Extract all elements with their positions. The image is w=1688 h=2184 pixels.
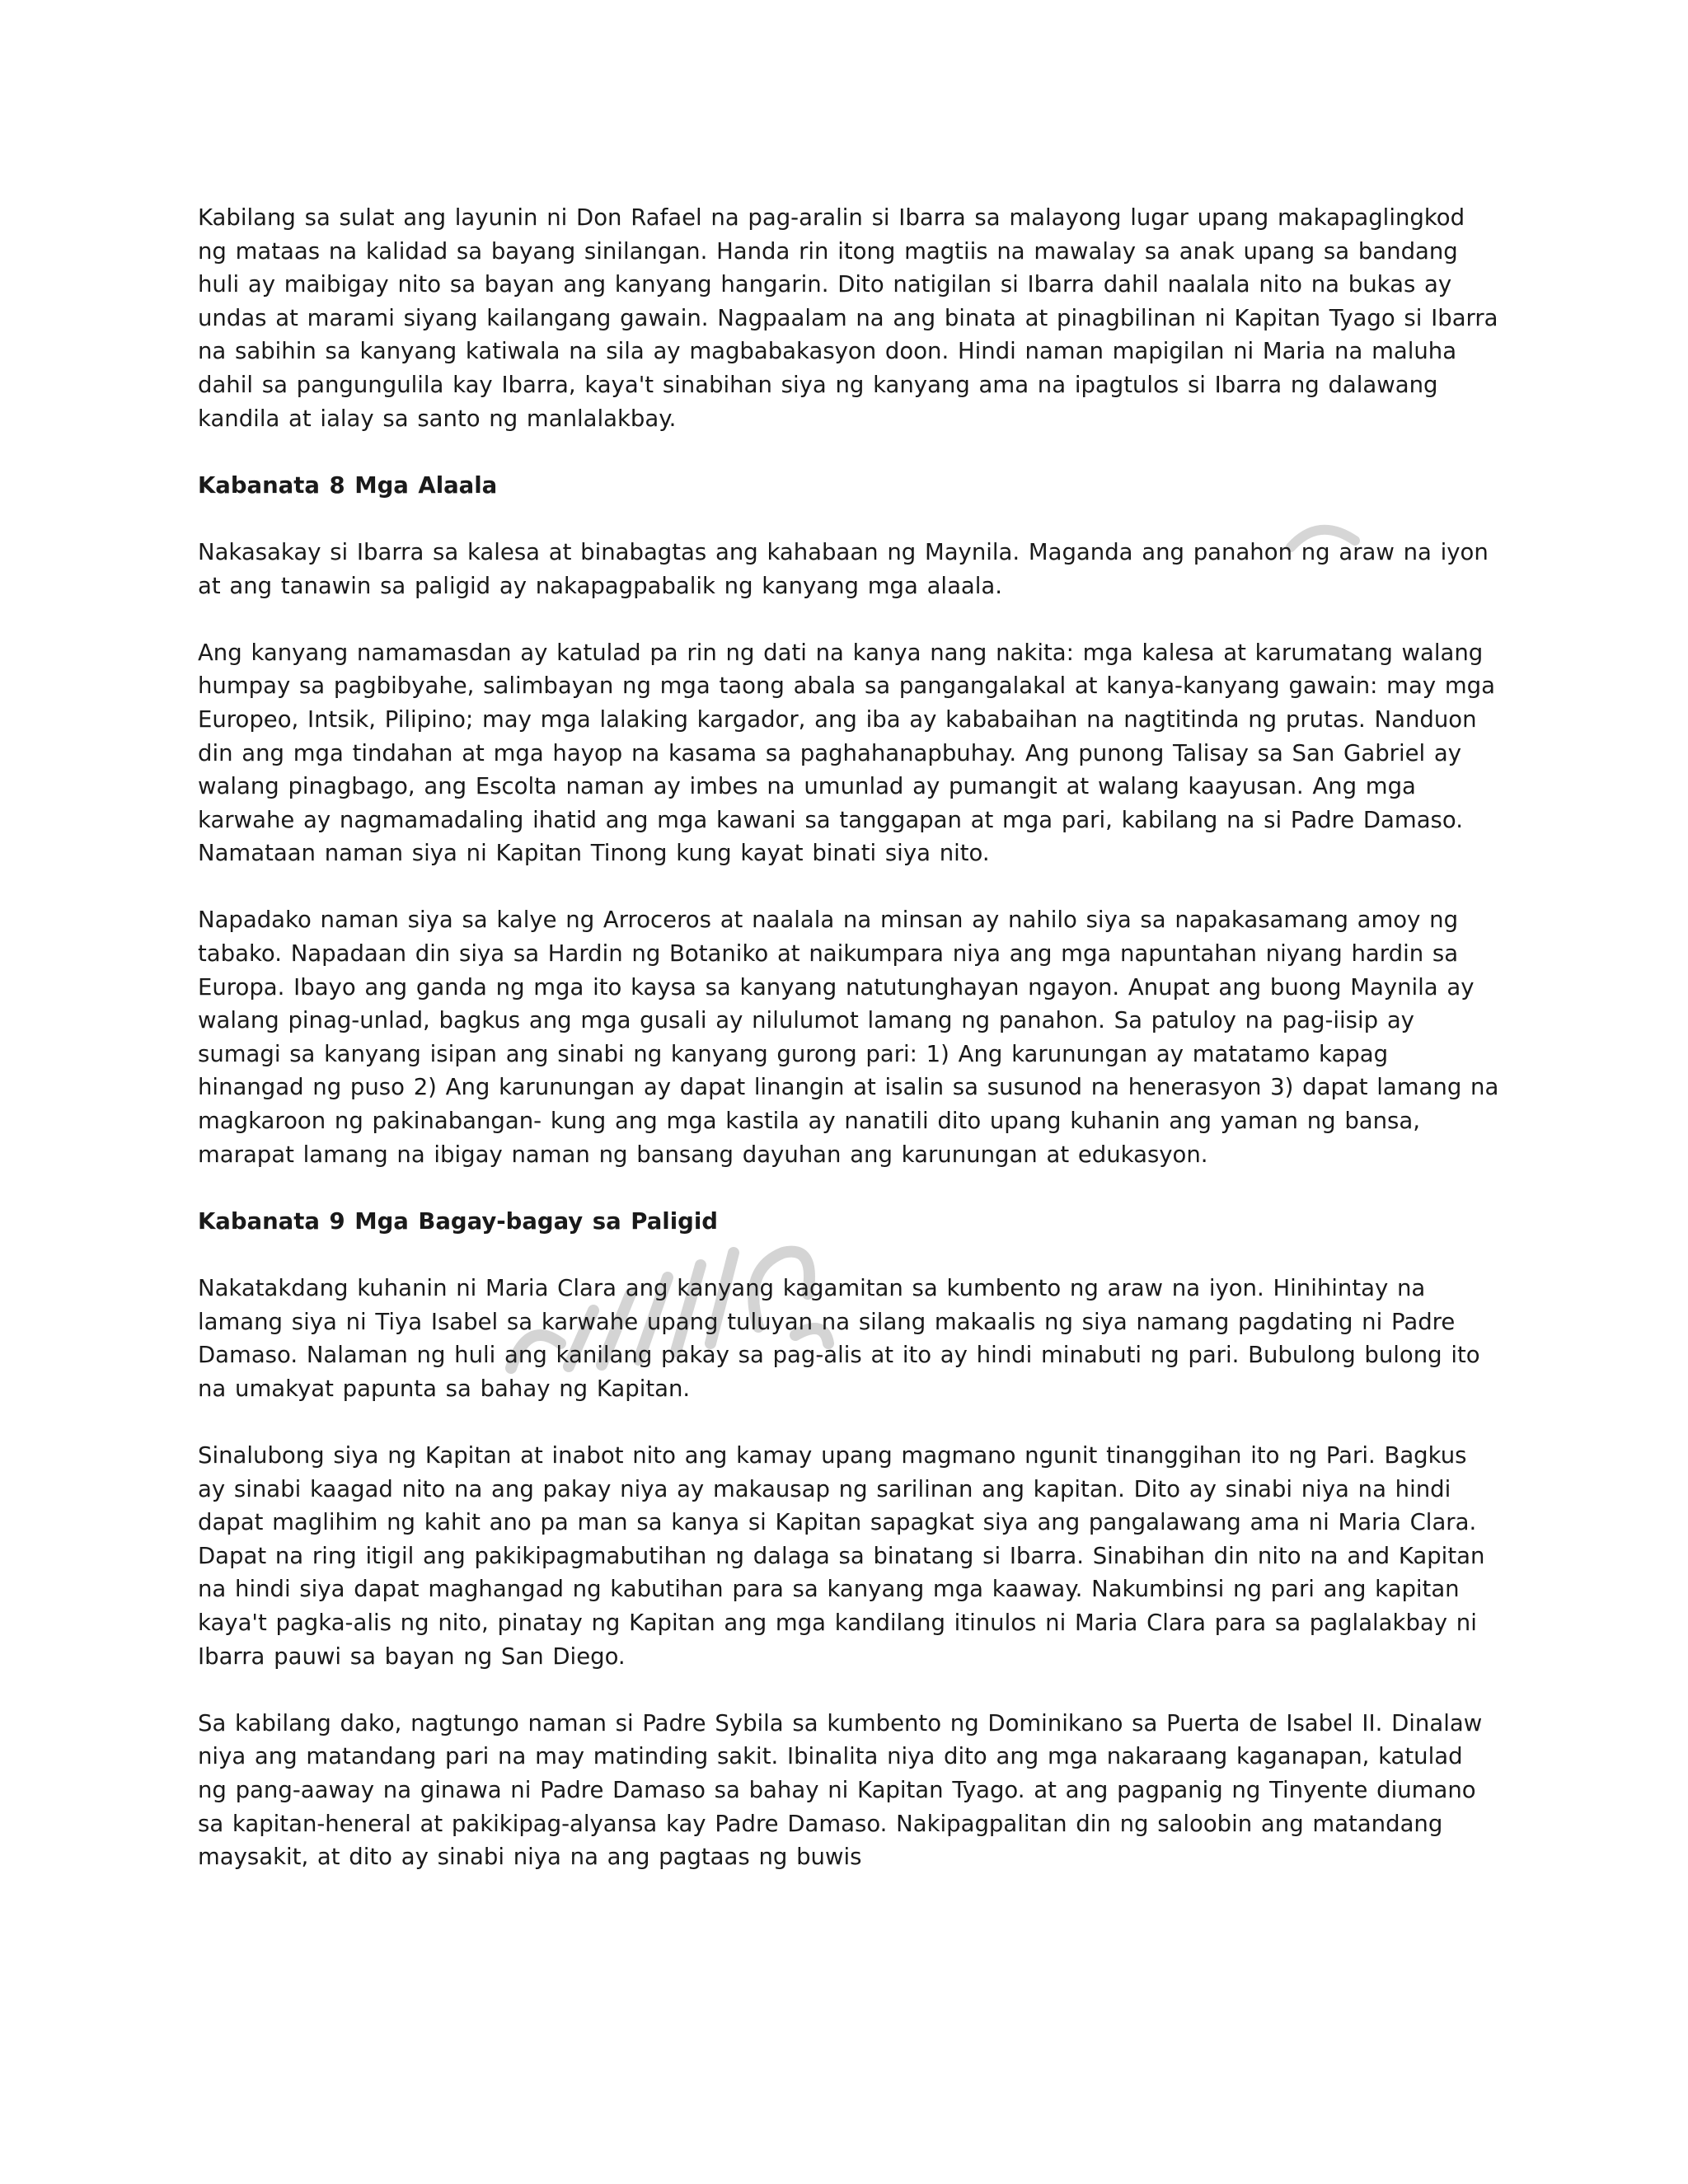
- paragraph-ch9-2: Sinalubong siya ng Kapitan at inabot nito ang kamay upang magmano ngunit tinanggihan ito ng Pari. Bagkus ay sinabi kaagad nito na ang pakay niya ay makausap ng sarilinan ang kapitan. Dito ay sinabi niya na hindi dapat maglihim ng kahit ano pa man sa kanya si Kapitan sapagkat siya ang pangalawang ama ni Maria Clara. Dapat na ring itigil ang pakikipagmabutihan ng dalaga sa binatang si Ibarra. Sinabihan din nito na and Kapitan na hindi siya dapat maghangad ng kabutihan para sa kanyang mga kaaway. Nakumbinsi ng pari ang kapitan kaya't pagka-alis ng nito, pinatay ng Kapitan ang mga kandilang itinulos ni Maria Clara para sa paglalakbay ni Ibarra pauwi sa bayan ng San Diego.: [198, 1441, 1485, 1670]
- paragraph-ch8-2: Ang kanyang namamasdan ay katulad pa rin ng dati na kanya nang nakita: mga kalesa at karumatang walang humpay sa pagbibyahe, salimbayan ng mga taong abala sa pangangalakal at kanya-kanyang gawain: may mga Europeo, Intsik, Pilipino; may mga lalaking kargador, ang iba ay kababaihan na nagtitinda ng prutas. Nanduon din ang mga tindahan at mga hayop na kasama sa paghahanapbuhay. Ang punong Talisay sa San Gabriel ay walang pinagbago, ang Escolta naman ay imbes na umunlad ay pumangit at walang kaayusan. Ang mga karwahe ay nagmamadaling ihatid ang mga kawani sa tanggapan at mga pari, kabilang na si Padre Damaso. Namataan naman siya ni Kapitan Tinong kung kayat binati siya nito.: [198, 639, 1495, 867]
- paragraph-ch9-1: Nakatakdang kuhanin ni Maria Clara ang kanyang kagamitan sa kumbento ng araw na iyon. Hinihintay na lamang siya ni Tiya Isabel sa karwahe upang tuluyan na silang makaalis ng siya namang pagdating ni Padre Damaso. Nalaman ng huli ang kanilang pakay sa pag-alis at ito ay hindi minabuti ng pari. Bubulong bulong ito na umakyat papunta sa bahay ng Kapitan.: [198, 1275, 1480, 1402]
- chapter-heading-9: Kabanata 9 Mga Bagay-bagay sa Paligid: [198, 1207, 718, 1235]
- paragraph-ch8-3: Napadako naman siya sa kalye ng Arroceros at naalala na minsan ay nahilo siya sa napakasamang amoy ng tabako. Napadaan din siya sa Hardin ng Botaniko at naikumpara niya ang mga napuntahan niyang hardin sa Europa. Ibayo ang ganda ng mga ito kaysa sa kanyang natutunghayan ngayon. Anupat ang buong Maynila ay walang pinag-unlad, bagkus ang mga gusali ay nilulumot lamang ng panahon. Sa patuloy na pag-iisip ay sumagi sa kanyang isipan ang sinabi ng kanyang gurong pari: 1) Ang karunungan ay matatamo kapag hinangad ng puso 2) Ang karunungan ay dapat linangin at isalin sa susunod na henerasyon 3) dapat lamang na magkaroon ng pakinabangan- kung ang mga kastila ay nanatili dito upang kuhanin ang yaman ng bansa, marapat lamang na ibigay naman ng bansang dayuhan ang karunungan at edukasyon.: [198, 907, 1499, 1168]
- paragraph-ch8-1: Nakasakay si Ibarra sa kalesa at binabagtas ang kahabaan ng Maynila. Maganda ang panahon ng araw na iyon at ang tanawin sa paligid ay nakapagpabalik ng kanyang mga alaala.: [198, 538, 1489, 599]
- paragraph-ch9-3: Sa kabilang dako, nagtungo naman si Padre Sybila sa kumbento ng Dominikano sa Puerta de Isabel II. Dinalaw niya ang matandang pari na may matinding sakit. Ibinalita niya dito ang mga nakaraang kaganapan, katulad ng pang-aaway na ginawa ni Padre Damaso sa bahay ni Kapitan Tyago. at ang pagpanig ng Tinyente diumano sa kapitan-heneral at pakikipag-alyansa kay Padre Damaso. Nakipagpalitan din ng saloobin ang matandang maysakit, at dito ay sinabi niya na ang pagtaas ng buwis: [198, 1709, 1483, 1871]
- document-body: [198, 201, 1500, 1907]
- chapter-heading-8: Kabanata 8 Mga Alaala: [198, 471, 498, 499]
- paragraph-intro: Kabilang sa sulat ang layunin ni Don Rafael na pag-aralin si Ibarra sa malayong lugar upang makapaglingkod ng mataas na kalidad sa bayang sinilangan. Handa rin itong magtiis na mawalay sa anak upang sa bandang huli ay maibigay nito sa bayan ang kanyang hangarin. Dito natigilan si Ibarra dahil naalala nito na bukas ay undas at marami siyang kailangang gawain. Nagpaalam na ang binata at pinagbilinan ni Kapitan Tyago si Ibarra na sabihin sa kanyang katiwala na sila ay magbabakasyon doon. Hindi naman mapigilan ni Maria na maluha dahil sa pangungulila kay Ibarra, kaya't sinabihan siya ng kanyang ama na ipagtulos si Ibarra ng dalawang kandila at ialay sa santo ng manlalakbay.: [198, 204, 1498, 432]
